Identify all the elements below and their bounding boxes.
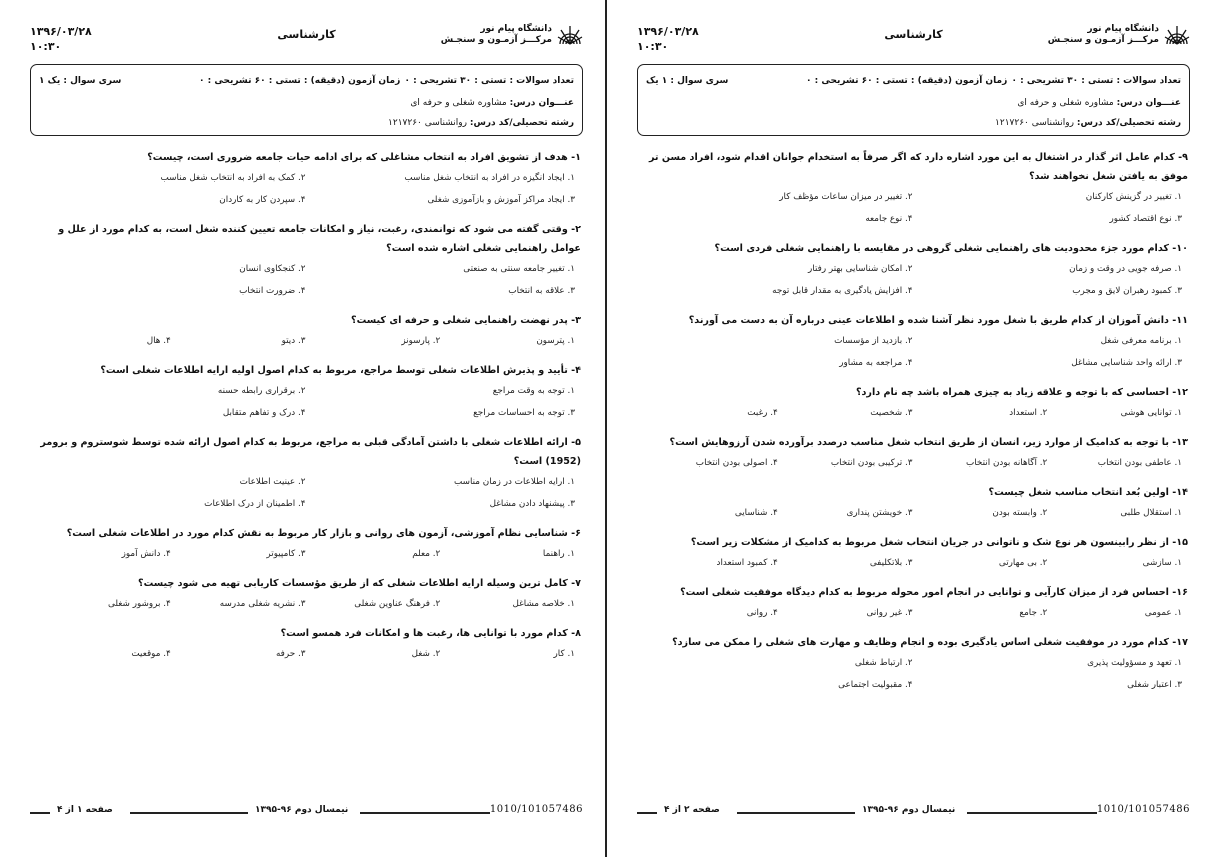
answer-option: ۳. غیر روانی <box>866 608 913 618</box>
answer-options <box>36 380 581 424</box>
answer-options <box>36 167 581 211</box>
question-item <box>643 483 1188 524</box>
course-title-label: عنـــوان درس: <box>1116 98 1181 108</box>
answer-option: ۱. ارایه اطلاعات در زمان مناسب <box>453 477 575 487</box>
university-names <box>441 24 552 46</box>
exam-duration: زمان آزمون (دقیقه) : تستی : ۶۰ تشریحی : ۰ <box>806 76 1008 86</box>
question-item <box>643 383 1188 424</box>
answer-option: ۴. شناسایی <box>734 508 778 518</box>
answer-options <box>36 330 581 352</box>
answer-option: ۳. ترکیبی بودن انتخاب <box>830 458 913 468</box>
footer-rule <box>967 812 1097 814</box>
question-stem: ۵- ارائه اطلاعات شغلی با داشتن آمادگی قبلی به مراجع، مربوط به کدام اصول ارائه شده توسط شوستروم و برومر (1952) است؟ <box>40 437 581 467</box>
answer-option: ۲. ارتباط شغلی <box>854 658 913 668</box>
answer-option: ۴. دانش آموز <box>121 549 171 559</box>
exam-info-box <box>637 64 1190 136</box>
exam-time: ۱۰:۳۰ <box>30 40 62 53</box>
answer-option: ۴. درک و تفاهم متقابل <box>222 408 306 418</box>
question-item <box>643 311 1188 374</box>
field-value: روانشناسی ۱۲۱۷۲۶۰ <box>388 118 467 128</box>
answer-option: ۳. علاقه به انتخاب <box>508 286 575 296</box>
answer-option: ۳. اعتبار شغلی <box>1127 680 1182 690</box>
footer-rule <box>130 812 248 814</box>
answer-option: ۲. کنجکاوی انسان <box>239 264 306 274</box>
exam-code: 1010/101057486 <box>489 804 583 815</box>
exam-date: ۱۳۹۶/۰۳/۲۸ <box>30 25 92 38</box>
answer-options <box>36 471 581 515</box>
field-label: رشته تحصیلی/کد درس: <box>1076 118 1181 128</box>
question-stem: ۳- پدر نهضت راهنمایی شغلی و حرفه ای کیست؟ <box>351 315 581 326</box>
answer-option: ۴. کمبود استعداد <box>716 558 778 568</box>
question-item <box>643 148 1188 230</box>
answer-option: ۱. راهنما <box>542 549 575 559</box>
answer-option: ۳. ارائه واحد شناسایی مشاغل <box>1071 358 1182 368</box>
answer-option: ۱. عمومی <box>1144 608 1182 618</box>
answer-option: ۳. شخصیت <box>870 408 913 418</box>
page-header <box>30 24 583 58</box>
answer-option: ۲. بی مهارتی <box>998 558 1048 568</box>
answer-options <box>643 502 1188 524</box>
exam-page-2 <box>607 0 1212 857</box>
course-title-row <box>1017 98 1181 108</box>
answer-option: ۳. حرفه <box>275 649 306 659</box>
answer-option: ۳. کمبود رهبران لایق و مجرب <box>1072 286 1182 296</box>
question-item <box>36 148 581 211</box>
answer-option: ۱. تعهد و مسؤولیت پذیری <box>1087 658 1182 668</box>
question-stem: ۱۰- کدام مورد جزء محدودیت های راهنمایی شغلی گروهی در مقایسه با راهنمایی شغلی فردی است؟ <box>714 243 1188 254</box>
answer-options <box>36 543 581 565</box>
answer-option: ۱. ایجاد انگیزه در افراد به انتخاب شغل مناسب <box>404 173 575 183</box>
answer-option: ۲. پارسونز <box>401 336 441 346</box>
question-list <box>36 148 581 674</box>
question-count: تعداد سوالات : تستی : ۳۰ تشریحی : ۰ <box>1011 76 1181 86</box>
answer-option: ۲. کمک به افراد به انتخاب شغل مناسب <box>160 173 306 183</box>
university-branding <box>1048 24 1190 46</box>
answer-option: ۳. ایجاد مراکز آموزش و بازآموزی شغلی <box>427 195 575 205</box>
exam-meta-row <box>39 76 574 90</box>
question-stem: ۹- کدام عامل اثر گذار در اشتغال به این مورد اشاره دارد که اگر صرفاً به استخدام جوانان اقدام شود، افراد مسن تر موفق به یافتن شغل نخواهند شد؟ <box>648 152 1188 182</box>
question-stem: ۱۶- احساس فرد از میزان کارآیی و توانایی در انجام امور محوله مربوط به کدام دیدگاه موفقیت شغلی است؟ <box>680 587 1188 598</box>
term-label: نیمسال دوم ۹۶-۱۳۹۵ <box>252 805 351 815</box>
field-label: رشته تحصیلی/کد درس: <box>469 118 574 128</box>
answer-option: ۲. وابسته بودن <box>992 508 1048 518</box>
question-series: سری سوال : یک ۱ <box>39 76 122 86</box>
answer-option: ۳. توجه به احساسات مراجع <box>473 408 575 418</box>
answer-option: ۲. امکان شناسایی بهتر رفتار <box>808 264 913 274</box>
answer-option: ۱. خلاصه مشاغل <box>512 599 575 609</box>
answer-option: ۱. پترسون <box>536 336 575 346</box>
university-name: دانشگاه پیام نور <box>480 24 552 34</box>
university-branding <box>441 24 583 46</box>
field-row <box>388 118 574 128</box>
answer-option: ۴. بروشور شغلی <box>108 599 171 609</box>
question-series: سری سوال : ۱ یک <box>646 76 729 86</box>
answer-option: ۴. موقعیت <box>131 649 171 659</box>
university-names <box>1048 24 1159 46</box>
answer-option: ۲. تغییر در میزان ساعات مؤظف کار <box>779 192 913 202</box>
question-item <box>643 239 1188 302</box>
answer-options <box>643 652 1188 696</box>
exam-page-1 <box>0 0 605 857</box>
answer-option: ۲. عینیت اطلاعات <box>239 477 306 487</box>
question-item <box>36 220 581 302</box>
question-item <box>36 524 581 565</box>
question-count: تعداد سوالات : تستی : ۳۰ تشریحی : ۰ <box>404 76 574 86</box>
answer-option: ۲. معلم <box>412 549 441 559</box>
answer-option: ۲. استعداد <box>1009 408 1048 418</box>
answer-option: ۳. دیتو <box>281 336 306 346</box>
answer-option: ۴. ضرورت انتخاب <box>239 286 306 296</box>
question-item <box>643 533 1188 574</box>
footer-rule <box>360 812 490 814</box>
answer-option: ۱. استقلال طلبی <box>1120 508 1182 518</box>
answer-options <box>643 602 1188 624</box>
question-stem: ۶- شناسایی نظام آموزشی، آزمون های روانی و بازار کار مربوط به نقش کدام مورد در اطلاعات شغلی است؟ <box>66 528 581 539</box>
answer-option: ۱. برنامه معرفی شغل <box>1100 336 1182 346</box>
question-item <box>643 583 1188 624</box>
footer-rule <box>30 812 50 814</box>
answer-option: ۳. نشریه شغلی مدرسه <box>219 599 306 609</box>
question-stem: ۱۱- دانش آموزان از کدام طریق با شغل مورد نظر آشنا شده و اطلاعات عینی درباره آن به دست می آورند؟ <box>688 315 1188 326</box>
page-footer <box>30 804 583 820</box>
page-header <box>637 24 1190 58</box>
answer-option: ۲. جامع <box>1019 608 1048 618</box>
answer-option: ۴. افزایش یادگیری به مقدار قابل توجه <box>772 286 913 296</box>
question-item <box>643 433 1188 474</box>
exam-code: 1010/101057486 <box>1096 804 1190 815</box>
answer-options <box>36 593 581 615</box>
term-label: نیمسال دوم ۹۶-۱۳۹۵ <box>859 805 958 815</box>
answer-option: ۲. فرهنگ عناوین شغلی <box>354 599 441 609</box>
answer-option: ۳. نوع اقتصاد کشور <box>1109 214 1182 224</box>
answer-option: ۳. خویشتن پنداری <box>846 508 913 518</box>
course-title: مشاوره شغلی و حرفه ای <box>410 98 507 108</box>
answer-options <box>643 552 1188 574</box>
answer-option: ۲. آگاهانه بودن انتخاب <box>965 458 1048 468</box>
question-item <box>36 433 581 515</box>
question-item <box>643 633 1188 696</box>
answer-option: ۴. اصولی بودن انتخاب <box>695 458 778 468</box>
answer-options <box>643 402 1188 424</box>
answer-option: ۴. اطمینان از درک اطلاعات <box>204 499 306 509</box>
exam-center-name: مرکـــز آزمـون و سنجـش <box>1047 35 1159 45</box>
exam-date: ۱۳۹۶/۰۳/۲۸ <box>637 25 699 38</box>
page-number: صفحه ۱ از ۴ <box>54 805 116 815</box>
question-item <box>36 624 581 665</box>
answer-option: ۱. توانایی هوشی <box>1120 408 1182 418</box>
page-footer <box>637 804 1190 820</box>
question-stem: ۱۵- از نظر رابینسون هر نوع شک و ناتوانی در جریان انتخاب شغل مربوط به کدامیک از مشکلات زیر است؟ <box>690 537 1188 548</box>
question-stem: ۱۴- اولین بُعد انتخاب مناسب شغل چیست؟ <box>988 487 1188 498</box>
question-item <box>36 574 581 615</box>
answer-option: ۱. تغییر در گزینش کارکنان <box>1085 192 1182 202</box>
course-level: کارشناسی <box>277 28 336 41</box>
answer-option: ۴. سپردن کار به کاردان <box>219 195 306 205</box>
answer-options <box>36 643 581 665</box>
footer-rule <box>737 812 855 814</box>
question-stem: ۱- هدف از تشویق افراد به انتخاب مشاغلی که برای ادامه حیات جامعه ضروری است، چیست؟ <box>147 152 581 163</box>
payame-noor-logo-icon <box>557 24 583 46</box>
answer-option: ۲. بازدید از مؤسسات <box>834 336 913 346</box>
answer-option: ۴. نوع جامعه <box>865 214 913 224</box>
answer-option: ۱. سازشی <box>1142 558 1182 568</box>
answer-option: ۳. پیشنهاد دادن مشاغل <box>489 499 575 509</box>
question-stem: ۱۳- با توجه به کدامیک از موارد زیر، انسان از طریق انتخاب شغل مناسب درصدد برآورده شدن آرزوهایش است؟ <box>669 437 1188 448</box>
answer-option: ۳. کامپیوتر <box>266 549 306 559</box>
answer-option: ۱. عاطفی بودن انتخاب <box>1097 458 1182 468</box>
exam-center-name: مرکـــز آزمـون و سنجـش <box>440 35 552 45</box>
exam-duration: زمان آزمون (دقیقه) : تستی : ۶۰ تشریحی : ۰ <box>199 76 401 86</box>
exam-meta-row <box>646 76 1181 90</box>
question-stem: ۷- کامل ترین وسیله ارایه اطلاعات شغلی که از طریق مؤسسات کاریابی تهیه می شود چیست؟ <box>138 578 581 589</box>
payame-noor-logo-icon <box>1164 24 1190 46</box>
answer-options <box>643 330 1188 374</box>
exam-time: ۱۰:۳۰ <box>637 40 669 53</box>
answer-options <box>643 258 1188 302</box>
exam-info-box <box>30 64 583 136</box>
answer-option: ۱. صرفه جویی در وقت و زمان <box>1069 264 1182 274</box>
answer-option: ۱. تغییر جامعه سنتی به صنعتی <box>463 264 575 274</box>
university-name: دانشگاه پیام نور <box>1087 24 1159 34</box>
answer-option: ۱. توجه به وقت مراجع <box>492 386 575 396</box>
course-title: مشاوره شغلی و حرفه ای <box>1017 98 1114 108</box>
answer-option: ۳. بلاتکلیفی <box>869 558 913 568</box>
course-title-row <box>410 98 574 108</box>
answer-option: ۱. کار <box>553 649 575 659</box>
answer-options <box>36 258 581 302</box>
answer-option: ۴. رغبت <box>747 408 778 418</box>
answer-option: ۲. شغل <box>411 649 441 659</box>
answer-options <box>643 186 1188 230</box>
question-stem: ۱۲- احساسی که با توجه و علاقه زیاد به چیزی همراه باشد چه نام دارد؟ <box>855 387 1188 398</box>
field-value: روانشناسی ۱۲۱۷۲۶۰ <box>995 118 1074 128</box>
answer-option: ۴. مراجعه به مشاور <box>839 358 913 368</box>
answer-option: ۴. مقبولیت اجتماعی <box>838 680 913 690</box>
question-stem: ۱۷- کدام مورد در موفقیت شغلی اساس یادگیری بوده و انجام وظایف و مهارت های شغلی را ممکن می سازد؟ <box>672 637 1188 648</box>
question-list <box>643 148 1188 705</box>
course-title-label: عنـــوان درس: <box>509 98 574 108</box>
field-row <box>995 118 1181 128</box>
course-level: کارشناسی <box>884 28 943 41</box>
answer-option: ۴. هال <box>146 336 171 346</box>
question-stem: ۲- وقتی گفته می شود که توانمندی، رغبت، نیاز و امکانات جامعه تعیین کننده شغل است، به کدام مورد از علل و عوامل راهنمایی شغلی اشاره شده است؟ <box>58 224 581 254</box>
answer-option: ۴. روانی <box>746 608 778 618</box>
question-stem: ۴- تأیید و پذیرش اطلاعات شغلی توسط مراجع، مربوط به کدام اصول اولیه ارایه اطلاعات شغلی است؟ <box>100 365 581 376</box>
question-item <box>36 311 581 352</box>
page-number: صفحه ۲ از ۴ <box>661 805 723 815</box>
footer-rule <box>637 812 657 814</box>
question-stem: ۸- کدام مورد با توانایی ها، رغبت ها و امکانات فرد همسو است؟ <box>280 628 581 639</box>
answer-option: ۲. برقراری رابطه حسنه <box>217 386 306 396</box>
question-item <box>36 361 581 424</box>
answer-options <box>643 452 1188 474</box>
